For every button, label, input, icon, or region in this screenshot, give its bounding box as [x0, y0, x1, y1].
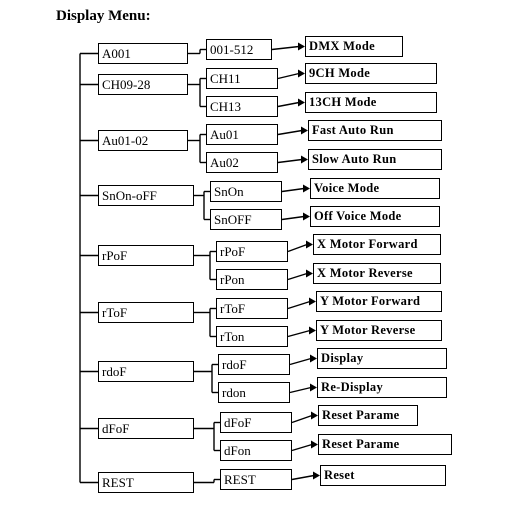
menu-option-code[interactable]: rdon	[218, 382, 290, 403]
arrowhead	[310, 355, 317, 363]
arrow-line	[288, 331, 310, 337]
diagram-title: Display Menu:	[56, 8, 151, 24]
arrow-line	[282, 189, 304, 192]
menu-option-code[interactable]: dFon	[220, 440, 292, 461]
menu-option-action: X Motor Reverse	[313, 263, 441, 284]
arrowhead	[301, 156, 308, 164]
menu-item-6[interactable]: rdoF	[98, 361, 194, 382]
arrow-line	[278, 103, 299, 107]
menu-option-action: Re-Display	[317, 377, 447, 398]
arrow-line	[288, 245, 307, 252]
menu-item-8[interactable]: REST	[98, 472, 194, 493]
arrowhead	[309, 298, 316, 306]
arrowhead	[306, 241, 313, 249]
arrowhead	[311, 412, 318, 420]
arrow-line	[292, 445, 312, 451]
menu-item-7[interactable]: dFoF	[98, 418, 194, 439]
arrowhead	[298, 43, 305, 51]
menu-option-code[interactable]: SnOFF	[210, 209, 282, 230]
arrow-line	[292, 476, 314, 480]
menu-option-code[interactable]: rdoF	[218, 354, 290, 375]
menu-option-action: Fast Auto Run	[308, 120, 442, 141]
menu-option-action: Slow Auto Run	[308, 149, 442, 170]
arrow-line	[278, 160, 302, 163]
menu-option-action: Reset Parame	[318, 405, 418, 426]
arrowhead	[306, 270, 313, 278]
arrow-line	[290, 388, 311, 393]
arrowhead	[310, 384, 317, 392]
menu-item-0[interactable]: A001	[98, 43, 188, 64]
arrowhead	[298, 99, 305, 107]
arrow-line	[278, 74, 299, 79]
menu-option-action: Off Voice Mode	[310, 206, 440, 227]
menu-option-code[interactable]: CH11	[206, 68, 278, 89]
menu-item-4[interactable]: rPoF	[98, 245, 194, 266]
arrow-line	[290, 359, 311, 365]
menu-option-action: Y Motor Reverse	[316, 320, 442, 341]
arrowhead	[309, 327, 316, 335]
arrowhead	[311, 441, 318, 449]
menu-option-code[interactable]: rPon	[216, 269, 288, 290]
arrowhead	[313, 472, 320, 480]
menu-option-code[interactable]: 001-512	[206, 39, 272, 60]
menu-option-code[interactable]: Au02	[206, 152, 278, 173]
menu-option-action: Display	[317, 348, 447, 369]
menu-option-code[interactable]: CH13	[206, 96, 278, 117]
arrow-line	[288, 274, 307, 280]
arrowhead	[303, 185, 310, 193]
arrow-line	[272, 47, 299, 50]
menu-option-action: Y Motor Forward	[316, 291, 442, 312]
menu-item-1[interactable]: CH09-28	[98, 74, 188, 95]
menu-option-action: 9CH Mode	[305, 63, 437, 84]
menu-item-3[interactable]: SnOn-oFF	[98, 185, 194, 206]
menu-option-code[interactable]: REST	[220, 469, 292, 490]
menu-option-code[interactable]: rToF	[216, 298, 288, 319]
menu-option-code[interactable]: rPoF	[216, 241, 288, 262]
menu-option-code[interactable]: dFoF	[220, 412, 292, 433]
menu-option-code[interactable]: Au01	[206, 124, 278, 145]
menu-option-action: Reset	[320, 465, 446, 486]
menu-item-5[interactable]: rToF	[98, 302, 194, 323]
arrowhead	[303, 213, 310, 221]
menu-option-code[interactable]: rTon	[216, 326, 288, 347]
arrow-line	[282, 217, 304, 220]
arrowhead	[301, 127, 308, 135]
menu-option-action: DMX Mode	[305, 36, 403, 57]
menu-option-action: Reset Parame	[318, 434, 452, 455]
menu-option-action: Voice Mode	[310, 178, 440, 199]
menu-item-2[interactable]: Au01-02	[98, 130, 188, 151]
arrow-line	[278, 131, 302, 135]
arrowhead	[298, 70, 305, 78]
menu-option-code[interactable]: SnOn	[210, 181, 282, 202]
arrow-line	[292, 416, 312, 423]
arrow-line	[288, 302, 310, 309]
menu-option-action: X Motor Forward	[313, 234, 441, 255]
menu-option-action: 13CH Mode	[305, 92, 437, 113]
